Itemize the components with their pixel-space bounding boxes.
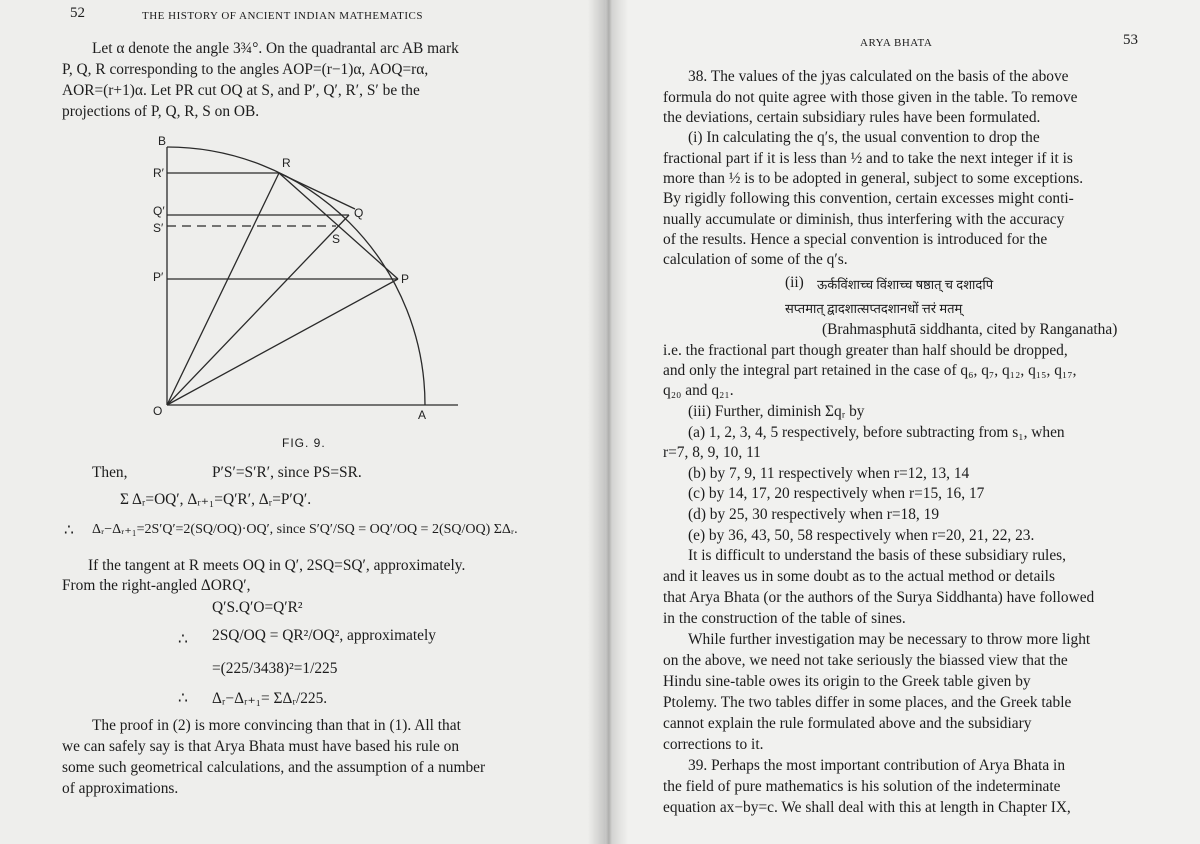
label-r: R [282,156,291,170]
label-p-prime: P′ [153,270,164,284]
chord-pr [279,173,398,279]
pi-line-5: nually accumulate or diminish, thus interfering with the accuracy [663,211,1065,228]
further-line-6: corrections to it. [663,736,764,753]
difficult-line-4: in the construction of the table of sines. [663,610,906,627]
item-c: (c) by 14, 17, 20 respectively when r=15, 16, 17 [688,485,985,502]
closing-line-1: The proof in (2) is more convincing than that in (1). All that [92,717,461,734]
closing-line-3: some such geometrical calculations, and the assumption of a number [62,759,486,776]
item-d: (d) by 25, 30 respectively when r=18, 19 [688,506,940,523]
math-line-7: 2SQ/OQ = QR²/OQ², approximately [212,627,436,644]
p38-line-2: formula do not quite agree with those given in the table. To remove [663,89,1078,106]
line-op [167,279,398,405]
closing-line-4: of approximations. [62,780,179,797]
difficult-line-1: It is difficult to understand the basis of these subsidiary rules, [688,547,1067,564]
label-q-prime: Q′ [153,204,165,218]
item-b: (b) by 7, 9, 11 respectively when r=12, 13, 14 [688,465,970,482]
math-line-3: Δᵣ−Δᵣ₊₁=2S′Q′=2(SQ/OQ)·OQ′, since S′Q′/SQ = OQ′/OQ = 2(SQ/OQ) ΣΔᵣ. [92,522,518,537]
math-therefore-3: ∴ [178,690,188,707]
math-line-5: From the right-angled ΔORQ′, [62,577,251,594]
label-b: B [158,135,167,148]
ie-line-1: i.e. the fractional part though greater than half should be dropped, [663,342,1068,359]
item-a-line-2: r=7, 8, 9, 10, 11 [663,444,761,461]
label-p: P [401,272,410,286]
verse-line-1: ऊर्कविंशाच्च विंशाच्च षष्ठात्‌ च दशादपि [817,277,994,292]
pi-line-1: (i) In calculating the q′s, the usual convention to drop the [688,129,1040,146]
intro-line-1: Let α denote the angle 3¾°. On the quadrantal arc AB mark [92,40,459,57]
label-s-prime: S′ [153,221,164,235]
line-oq [167,215,349,405]
p38-line-1: 38. The values of the jyas calculated on the basis of the above [688,68,1069,85]
math-line-9: Δᵣ−Δᵣ₊₁= ΣΔᵣ/225. [212,690,328,707]
further-line-1: While further investigation may be necessary to throw more light [688,631,1091,648]
further-line-5: cannot explain the rule formulated above and the subsidiary [663,715,1032,732]
left-running-head: THE HISTORY OF ANCIENT INDIAN MATHEMATICS [142,10,423,22]
book-gutter-shadow [588,0,628,844]
math-line-8: =(225/3438)²=1/225 [212,660,338,677]
figure-9-diagram [140,135,470,455]
ie-line-3: q₂₀ and q₂₁. [663,382,734,399]
quadrant-arc [167,147,425,405]
math-therefore-2: ∴ [178,631,188,648]
right-page-number: 53 [1123,32,1138,48]
math-therefore-1: ∴ [64,522,74,539]
difficult-line-2: and it leaves us in some doubt as to the actual method or details [663,568,1055,585]
label-s: S [332,232,341,246]
pi-line-6: of the results. Hence a special convention is introduced for the [663,231,1048,248]
tangent-r [279,173,355,209]
verse-line-2: सप्तमात्‌ द्वादशात्सप्तदशानधों त्तरं मतम्‌ [785,301,963,316]
math-line-1: P′S′=S′R′, since PS=SR. [212,464,362,481]
intro-line-4: projections of P, Q, R, S on OB. [62,103,260,120]
intro-line-2: P, Q, R corresponding to the angles AOP=(r−1)α, AOQ=rα, [62,61,429,78]
line-or [167,173,279,405]
left-page-number: 52 [70,5,85,21]
right-page [605,0,1200,844]
further-line-4: Ptolemy. The two tables differ in some places, and the Greek table [663,694,1072,711]
difficult-line-3: that Arya Bhata (or the authors of the Surya Siddhanta) have followed [663,589,1095,606]
item-a-line-1: (a) 1, 2, 3, 4, 5 respectively, before subtracting from s₁, when [688,424,1065,441]
math-then: Then, [92,464,128,481]
pi-line-4: By rigidly following this convention, certain excesses might conti- [663,190,1074,207]
p39-line-2: the field of pure mathematics is his solution of the indeterminate [663,778,1061,795]
further-line-2: on the above, we need not take seriously the biassed view that the [663,652,1068,669]
item-e: (e) by 36, 43, 50, 58 respectively when r=20, 21, 22, 23. [688,527,1035,544]
label-q: Q [354,206,364,220]
ie-line-2: and only the integral part retained in the case of q₆, q₇, q₁₂, q₁₅, q₁₇, [663,362,1077,379]
math-line-4: If the tangent at R meets OQ in Q′, 2SQ=SQ′, approximately. [88,557,466,574]
p38-line-3: the deviations, certain subsidiary rules have been formulated. [663,109,1041,126]
p39-line-1: 39. Perhaps the most important contribution of Arya Bhata in [688,757,1066,774]
figure-caption: FIG. 9. [282,436,326,450]
closing-line-2: we can safely say is that Arya Bhata must have based his rule on [62,738,460,755]
label-r-prime: R′ [153,166,164,180]
label-a: A [418,408,427,422]
verse-label: (ii) [785,274,804,291]
intro-line-3: AOR=(r+1)α. Let PR cut OQ at S, and P′, Q′, R′, S′ be the [62,82,420,99]
label-o: O [153,404,163,418]
math-line-2: Σ Δᵣ=OQ′, Δᵣ₊₁=Q′R′, Δᵣ=P′Q′. [120,491,312,508]
further-line-3: Hindu sine-table owes its origin to the Greek table given by [663,673,1031,690]
pi-line-7: calculation of some of the q′s. [663,251,848,268]
citation: (Brahmasphutā siddhanta, cited by Ranganatha) [822,321,1118,338]
pi-line-2: fractional part if it is less than ½ and to take the next integer if it is [663,150,1073,167]
pi-line-3: more than ½ is to be adopted in general, subject to some exceptions. [663,170,1084,187]
p39-line-3: equation ax−by=c. We shall deal with this at length in Chapter IX, [663,799,1071,816]
math-line-6: Q′S.Q′O=Q′R² [212,599,303,616]
item-iii: (iii) Further, diminish Σqᵣ by [688,403,865,420]
right-running-head: ARYA BHATA [860,37,933,49]
